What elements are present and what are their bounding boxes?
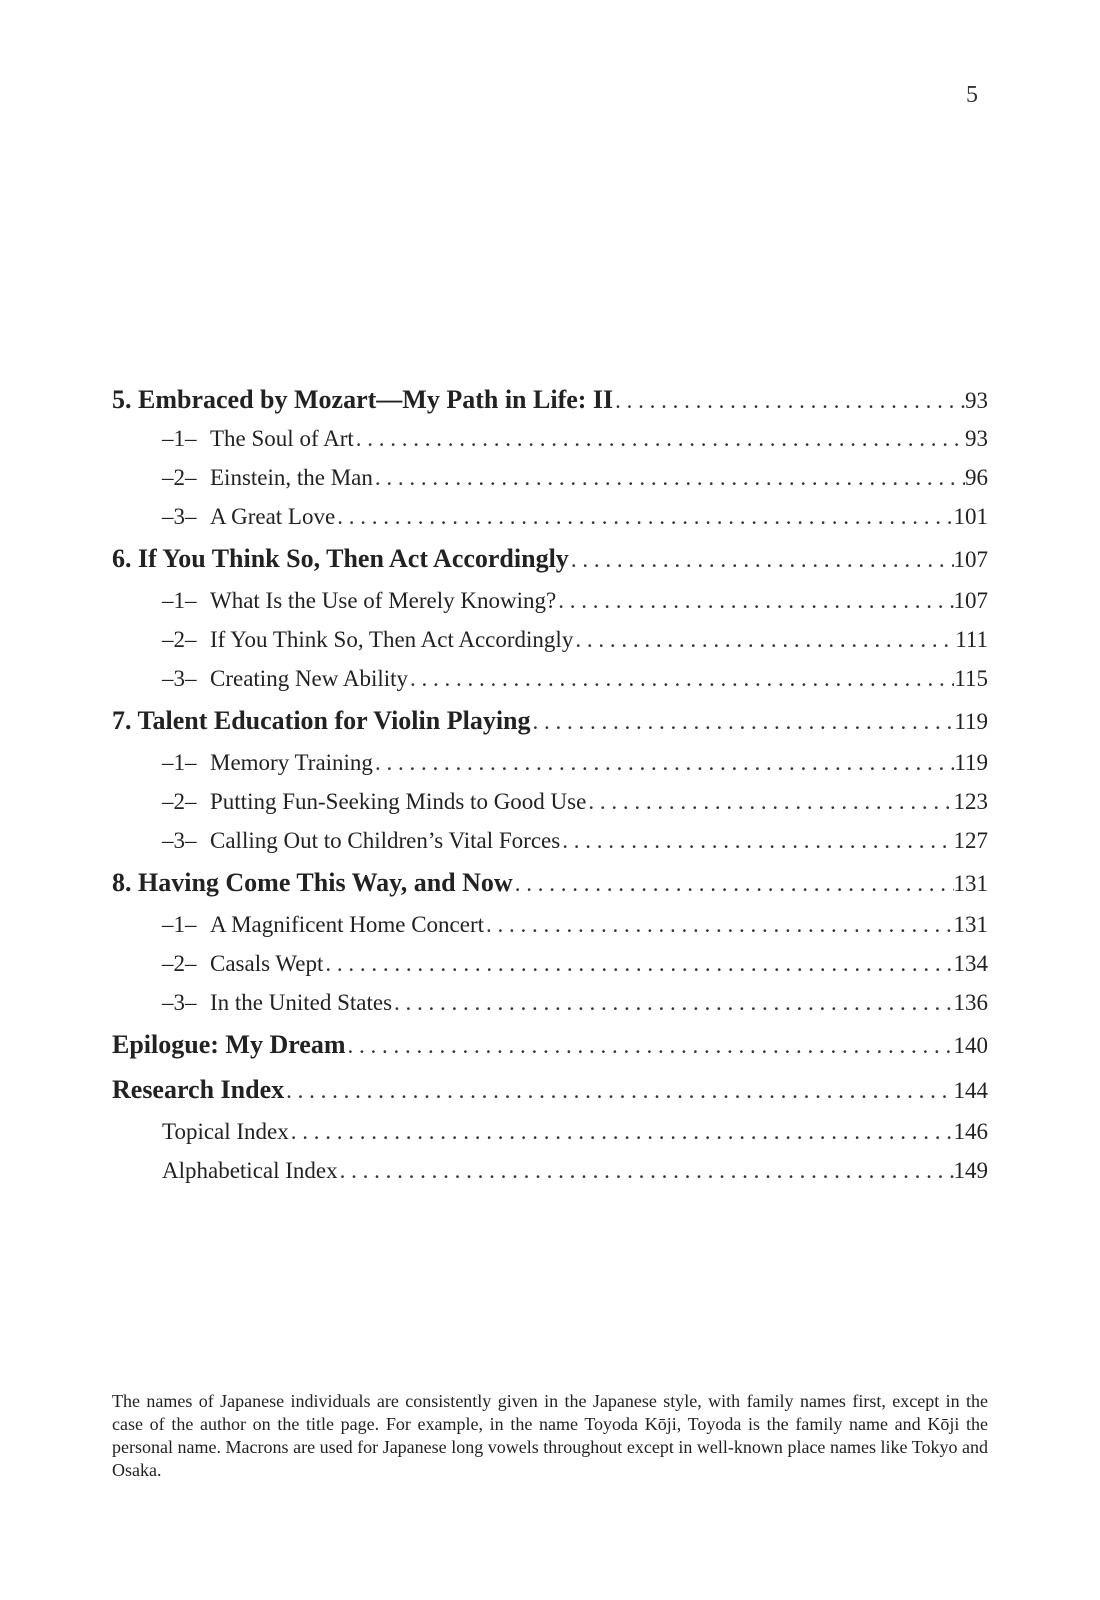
toc-chapter-6[interactable]: [112, 536, 988, 581]
toc-section-title: Calling Out to Children’s Vital Forces: [210, 828, 561, 853]
toc-page-number: 140: [953, 1033, 988, 1058]
toc-page-number: 115: [954, 666, 988, 691]
toc-page-number: 101: [953, 504, 988, 529]
toc-page-number: 146: [953, 1119, 988, 1144]
toc-page-number: 107: [953, 547, 988, 572]
toc-page-number: 131: [953, 871, 988, 896]
toc-section-number: –1–: [162, 426, 197, 451]
toc-page-number: 93: [965, 388, 988, 413]
toc-chapter-title: Epilogue: My Dream: [112, 1030, 346, 1059]
toc-section-title: Casals Wept: [210, 951, 324, 976]
toc-section-number: –3–: [162, 504, 197, 529]
toc-epilogue[interactable]: [112, 1022, 988, 1067]
toc-section-title: A Great Love: [210, 504, 336, 529]
toc-section-5-2[interactable]: [112, 458, 988, 497]
dot-leader: [373, 458, 965, 497]
dot-leader: [531, 699, 955, 743]
toc-page-number: 149: [953, 1158, 988, 1183]
toc-section-title: The Soul of Art: [210, 426, 354, 451]
dot-leader: [284, 1068, 953, 1112]
toc-page-number: 93: [965, 426, 988, 451]
dot-leader: [586, 782, 953, 821]
toc-section-number: –1–: [162, 588, 197, 613]
dot-leader: [408, 659, 954, 698]
toc-section-title: In the United States: [210, 990, 393, 1015]
footnote: The names of Japanese individuals are consistently given in the Japanese style, with family names first, except in the case of the author on the title page. For example, in the name Toyoda Kōji, Toyoda is the family name and Kōji the personal name. Macrons are used for Japanese long vowels throughout except in well-known place names like Tokyo and Osaka.: [112, 1391, 988, 1480]
toc-section-8-1[interactable]: [112, 905, 988, 944]
dot-leader: [289, 1112, 954, 1151]
toc-page-number: 131: [953, 912, 988, 937]
toc-section-5-3[interactable]: [112, 497, 988, 536]
dot-leader: [556, 581, 953, 620]
toc-chapter-title: 5. Embraced by Mozart—My Path in Life: II: [112, 385, 614, 414]
toc-section-7-1[interactable]: [112, 743, 988, 782]
toc-section-6-1[interactable]: [112, 581, 988, 620]
toc-section-7-2[interactable]: [112, 782, 988, 821]
toc-section-7-3[interactable]: [112, 821, 988, 860]
toc-section-title: Memory Training: [210, 750, 373, 775]
toc-page-number: 111: [955, 627, 988, 652]
toc-page-number: 96: [965, 465, 988, 490]
toc-section-6-3[interactable]: [112, 659, 988, 698]
dot-leader: [338, 1151, 954, 1190]
toc-chapter-8[interactable]: [112, 860, 988, 905]
toc-section-8-2[interactable]: [112, 944, 988, 983]
toc-section-number: –2–: [162, 627, 197, 652]
toc-section-number: –1–: [162, 912, 197, 937]
toc-chapter-title: 8. Having Come This Way, and Now: [112, 868, 513, 897]
toc-alphabetical-index[interactable]: [112, 1151, 988, 1190]
dot-leader: [613, 381, 965, 419]
toc-section-8-3[interactable]: [112, 983, 988, 1022]
toc-page-number: 134: [953, 951, 988, 976]
dot-leader: [354, 419, 965, 458]
dot-leader: [484, 905, 953, 944]
toc-section-title: What Is the Use of Merely Knowing?: [210, 588, 557, 613]
toc-chapter-5[interactable]: [112, 380, 988, 419]
toc-section-title: Topical Index: [162, 1119, 289, 1144]
toc-section-5-1[interactable]: [112, 419, 988, 458]
toc-section-title: Alphabetical Index: [162, 1158, 338, 1183]
dot-leader: [573, 620, 955, 659]
toc-section-number: –2–: [162, 951, 197, 976]
dot-leader: [373, 743, 954, 782]
toc-section-title: Creating New Ability: [210, 666, 409, 691]
toc-section-title: If You Think So, Then Act Accordingly: [210, 627, 574, 652]
dot-leader: [335, 497, 953, 536]
dot-leader: [513, 861, 954, 905]
toc-chapter-title: 6. If You Think So, Then Act Accordingly: [112, 544, 569, 573]
toc-page-number: 119: [954, 709, 988, 734]
toc-research-index[interactable]: [112, 1067, 988, 1112]
toc-section-number: –1–: [162, 750, 197, 775]
page-number: 5: [966, 82, 978, 108]
toc-page-number: 144: [953, 1078, 988, 1103]
toc-page-number: 119: [954, 750, 988, 775]
toc-chapter-title: Research Index: [112, 1075, 285, 1104]
toc-page-number: 107: [953, 588, 988, 613]
toc-section-number: –3–: [162, 666, 197, 691]
dot-leader: [323, 944, 953, 983]
dot-leader: [560, 821, 953, 860]
toc-section-6-2[interactable]: [112, 620, 988, 659]
toc-chapter-title: 7. Talent Education for Violin Playing: [112, 706, 531, 735]
toc-page-number: 127: [953, 828, 988, 853]
toc-page-number: 136: [953, 990, 988, 1015]
dot-leader: [392, 983, 953, 1022]
table-of-contents: [112, 380, 988, 1190]
toc-chapter-7[interactable]: [112, 698, 988, 743]
toc-section-number: –2–: [162, 465, 197, 490]
dot-leader: [346, 1023, 954, 1067]
dot-leader: [569, 537, 954, 581]
toc-section-title: A Magnificent Home Concert: [210, 912, 485, 937]
toc-topical-index[interactable]: [112, 1112, 988, 1151]
toc-section-number: –3–: [162, 828, 197, 853]
toc-section-title: Putting Fun-Seeking Minds to Good Use: [210, 789, 587, 814]
toc-section-title: Einstein, the Man: [210, 465, 373, 490]
toc-page-number: 123: [953, 789, 988, 814]
toc-section-number: –3–: [162, 990, 197, 1015]
toc-section-number: –2–: [162, 789, 197, 814]
